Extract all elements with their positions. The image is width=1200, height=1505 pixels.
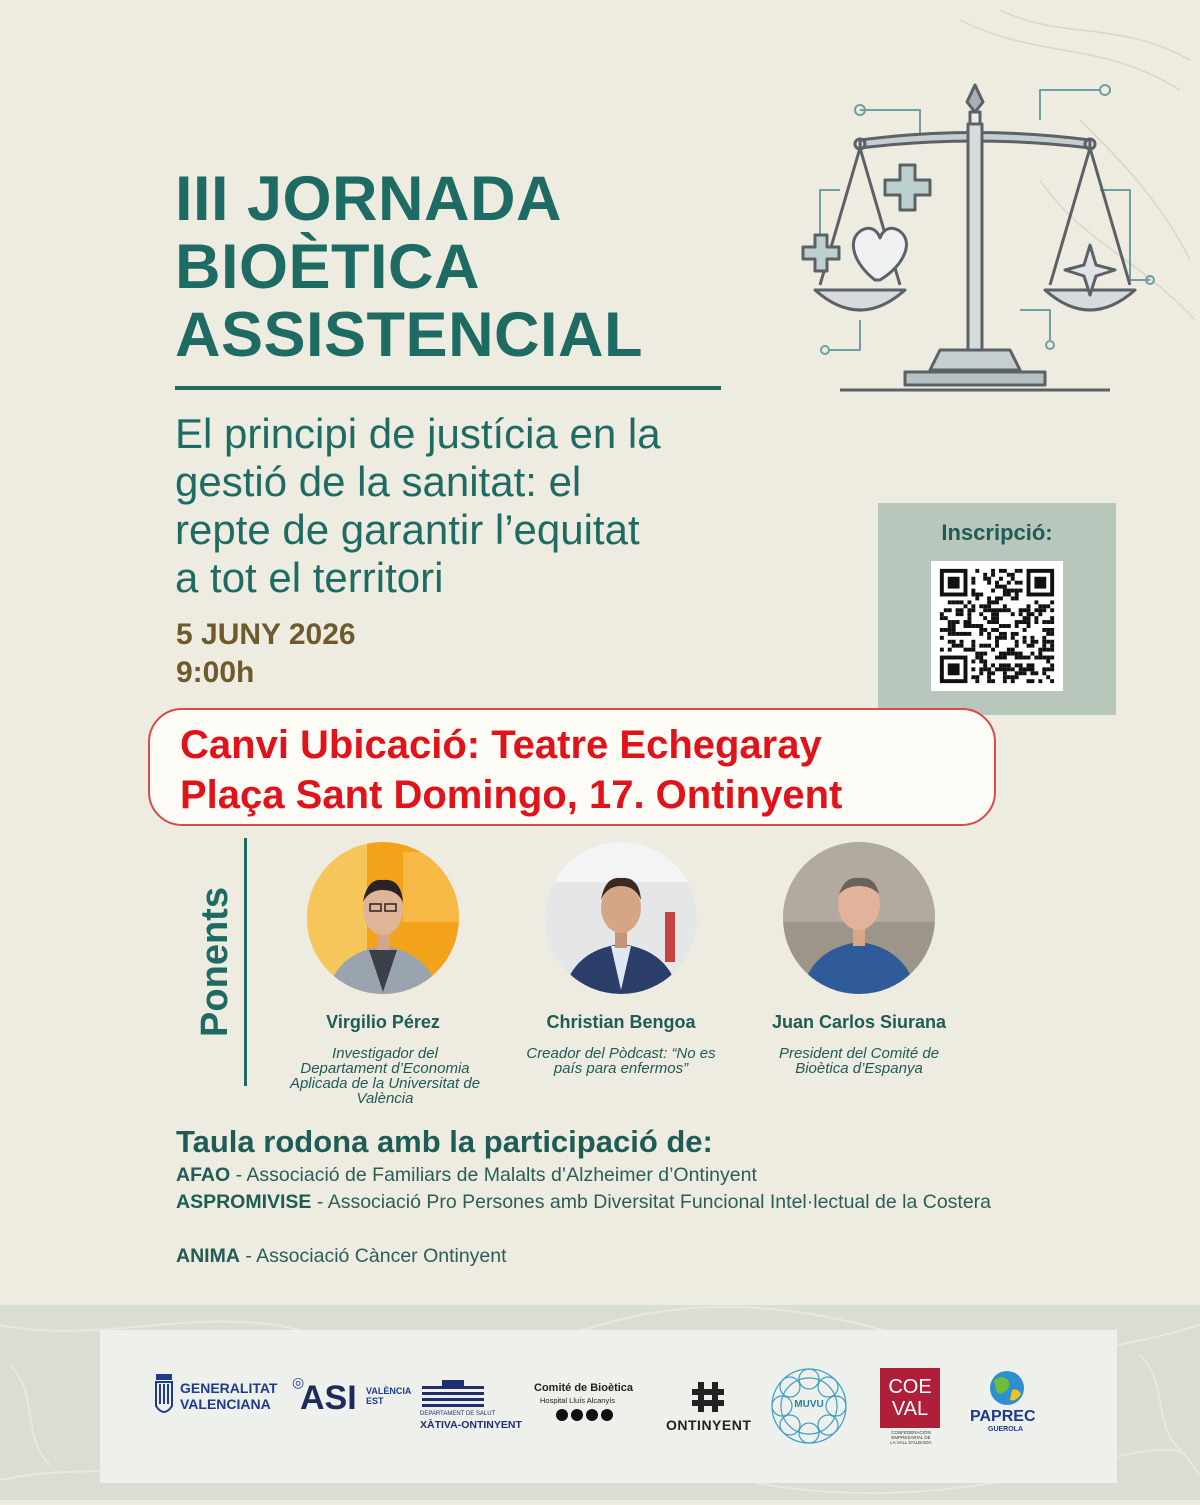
coeval-line-1: COE <box>888 1376 932 1398</box>
speaker-name-2: Christian Bengoa <box>546 1012 696 1032</box>
coeval-sub-1: CONFEDERACIÓN <box>891 1430 931 1435</box>
speaker-2-role-line-2: país para enfermos” <box>553 1060 689 1077</box>
round-table-heading: Taula rodona amb la participació de: <box>176 1124 713 1159</box>
event-date: 5 JUNY 2026 <box>176 618 356 651</box>
speaker-1-role-line-3: Aplicada de la Universitat de <box>289 1075 481 1092</box>
subtitle-line-3: repte de garantir l’equitat <box>175 506 640 553</box>
speakers-divider <box>244 838 247 1086</box>
logo-muvu <box>770 1367 848 1445</box>
title-line-3: ASSISTENCIAL <box>175 300 644 370</box>
org-2-description: - Associació Pro Persones amb Diversitat Funcional Intel·lectual de la Costera <box>311 1191 992 1213</box>
registration-qr-code[interactable] <box>931 561 1063 691</box>
speaker-photo-3 <box>783 842 935 994</box>
qr-code-icon <box>931 561 1063 691</box>
org-3-description: - Associació Càncer Ontinyent <box>239 1245 507 1267</box>
org-1-description: - Associació de Familiars de Malalts d’Alzheimer d’Ontinyent <box>230 1164 757 1186</box>
speaker-role-3 <box>739 1046 979 1076</box>
speaker-3-role-line-1: President del Comité de <box>778 1045 940 1062</box>
speaker-1-role-line-2: Departament d’Economia <box>300 1060 470 1077</box>
generalitat-line-1: GENERALITAT <box>180 1380 278 1396</box>
comite-dots-icon <box>555 1408 615 1422</box>
subtitle-line-1: El principi de justícia en la <box>175 410 661 457</box>
asi-sub-1: VALÈNCIA <box>366 1386 412 1396</box>
round-table-org-2 <box>176 1189 1036 1216</box>
ontinyent-name: ONTINYENT <box>666 1417 752 1433</box>
speaker-1-role-line-1: Investigador del <box>332 1045 438 1062</box>
logo-coeval <box>878 1368 944 1445</box>
generalitat-emblem-icon <box>152 1372 176 1420</box>
org-3-acronym: ANIMA <box>176 1245 240 1267</box>
subtitle-line-4: a tot el territori <box>175 554 444 601</box>
departament-building-icon <box>422 1380 484 1410</box>
departament-name: XÀTIVA-ONTINYENT <box>420 1419 522 1431</box>
generalitat-line-2: VALENCIANA <box>180 1396 271 1412</box>
asi-name: ASI <box>300 1379 357 1417</box>
logo-departament-salut <box>418 1380 522 1436</box>
speakers-label: Ponents <box>194 887 236 1037</box>
logo-comite-bioetica <box>530 1382 645 1426</box>
location-line-2: Plaça Sant Domingo, 17. Ontinyent <box>180 773 843 817</box>
comite-line-1: Comité de Bioètica <box>534 1382 634 1394</box>
round-table-org-1 <box>176 1162 1036 1189</box>
title-line-1: III JORNADA <box>175 164 563 234</box>
speaker-name-1: Virgilio Pérez <box>326 1012 440 1032</box>
speaker-1-avatar-icon <box>307 842 459 994</box>
speaker-3-role-line-2: Bioètica d’Espanya <box>795 1060 923 1077</box>
paprec-name: PAPREC <box>970 1408 1036 1425</box>
comite-line-2: Hospital Lluís Alcanyís <box>540 1396 616 1405</box>
asi-sub-2: EST <box>366 1396 384 1406</box>
title-divider <box>175 386 721 390</box>
coeval-sub-2: EMPRESARIAL DE <box>891 1435 931 1440</box>
departament-small-label: DEPARTAMENT DE SALUT <box>420 1411 496 1417</box>
ontinyent-hash-icon <box>692 1382 724 1412</box>
justice-scale-illustration <box>800 80 1160 405</box>
speaker-name-3: Juan Carlos Siurana <box>771 1012 947 1032</box>
paprec-sub: GUEROLA <box>988 1426 1023 1433</box>
logo-ontinyent <box>662 1382 757 1434</box>
event-title <box>175 165 643 369</box>
subtitle-line-2: gestió de la sanitat: el <box>175 458 582 505</box>
location-notice <box>148 708 996 826</box>
speaker-photo-1 <box>307 842 459 994</box>
coeval-line-2: VAL <box>891 1398 929 1420</box>
logo-generalitat <box>152 1372 287 1422</box>
speaker-2-avatar-icon <box>545 842 697 994</box>
speaker-photo-2 <box>545 842 697 994</box>
title-line-2: BIOÈTICA <box>175 232 481 302</box>
paprec-globe-icon <box>988 1370 1026 1406</box>
speaker-role-2 <box>501 1046 741 1076</box>
speaker-1-role-line-4: València <box>356 1090 414 1107</box>
muvu-name: MUVU <box>794 1399 824 1410</box>
speaker-role-1 <box>265 1046 505 1106</box>
round-table-org-3 <box>176 1243 1036 1270</box>
org-2-acronym: ASPROMIVISE <box>176 1191 312 1213</box>
registration-label: Inscripció: <box>941 520 1053 545</box>
speaker-3-avatar-icon <box>783 842 935 994</box>
logo-paprec <box>966 1370 1050 1436</box>
event-time: 9:00h <box>176 656 255 689</box>
event-subtitle <box>175 410 815 602</box>
location-line-1: Canvi Ubicació: Teatre Echegaray <box>180 723 822 767</box>
coeval-sub-3: LA VALL D'ALBAIDA <box>890 1440 932 1445</box>
logo-asi <box>292 1374 412 1418</box>
speaker-2-role-line-1: Creador del Pòdcast: “No es <box>526 1045 716 1062</box>
org-1-acronym: AFAO <box>176 1164 231 1186</box>
asi-emblem-icon: ◎ <box>292 1374 305 1390</box>
